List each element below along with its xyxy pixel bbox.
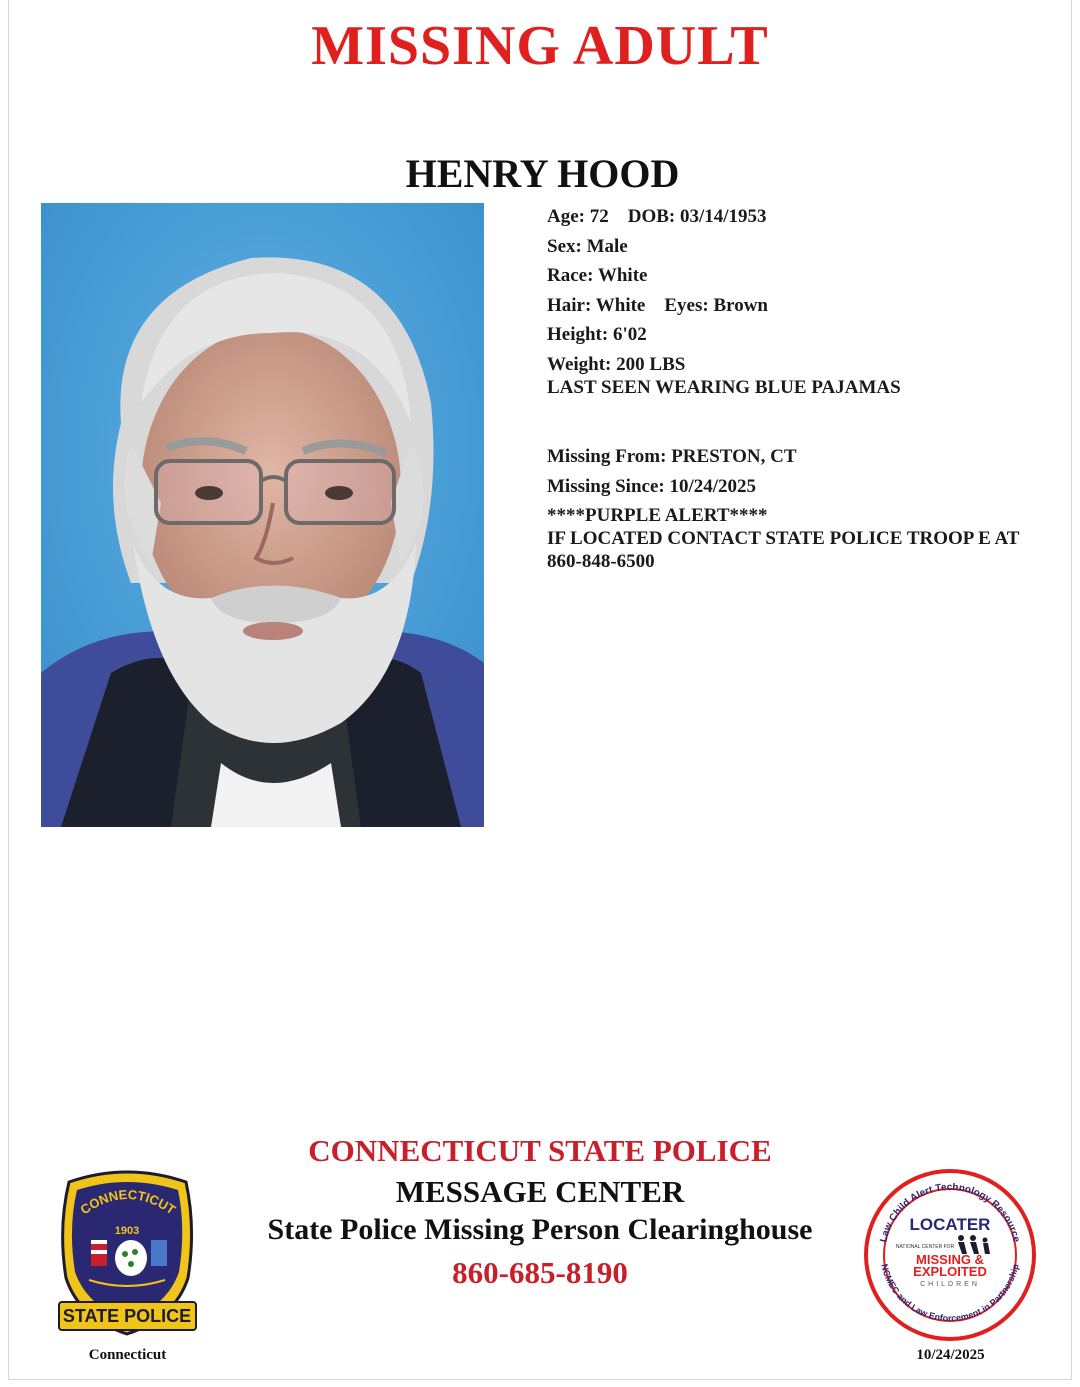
person-details xyxy=(547,205,1047,573)
hair-label: Hair: xyxy=(547,294,592,316)
person-portrait-illustration xyxy=(41,203,484,827)
age-dob-line xyxy=(547,205,1047,235)
hair-value: White xyxy=(595,294,646,316)
badge-top-text: CONNECTICUT xyxy=(77,1186,179,1218)
missing-from-line xyxy=(547,445,1047,475)
missing-from-label: Missing From: xyxy=(547,446,667,467)
sex-label: Sex: xyxy=(547,235,582,257)
locater-ring-top: Law Child Alert Technology Resource xyxy=(878,1181,1022,1244)
missing-since-label: Missing Since: xyxy=(547,475,665,497)
locater-org-small: NATIONAL CENTER FOR xyxy=(895,1244,955,1250)
locater-org-line2: EXPLOITED xyxy=(913,1264,987,1279)
height-label: Height: xyxy=(547,324,609,345)
eyes-label: Eyes: xyxy=(664,294,709,316)
missing-since-line xyxy=(547,475,1047,505)
age-label: Age: xyxy=(547,206,585,227)
race-label: Race: xyxy=(547,265,594,286)
sex-line xyxy=(547,235,1047,265)
right-caption: 10/24/2025 xyxy=(916,1347,985,1363)
dob-label: DOB: xyxy=(627,206,676,227)
locater-title: LOCATER xyxy=(909,1215,991,1234)
details-spacer xyxy=(547,405,1047,445)
badge-banner: STATE POLICE xyxy=(62,1306,192,1326)
left-caption: Connecticut xyxy=(88,1347,167,1363)
sex-value: Male xyxy=(586,235,628,257)
weight-line xyxy=(547,353,1047,376)
agency-name: CONNECTICUT STATE POLICE xyxy=(308,1133,772,1168)
missing-since-value: 10/24/2025 xyxy=(669,475,757,497)
contact-line: IF LOCATED CONTACT STATE POLICE TROOP E AT 860-848-6500 xyxy=(547,528,1020,572)
height-line xyxy=(547,323,1047,353)
race-line xyxy=(547,264,1047,294)
clothing-line: LAST SEEN WEARING BLUE PAJAMAS xyxy=(547,376,901,398)
person-name: HENRY HOOD xyxy=(405,151,680,196)
state-police-badge xyxy=(55,1168,200,1338)
locater-org-line3: CHILDREN xyxy=(920,1281,980,1288)
dob-value: 03/14/1953 xyxy=(679,206,767,227)
locater-org-line1: MISSING & xyxy=(916,1252,984,1267)
age-value: 72 xyxy=(589,206,609,227)
weight-value: 200 LBS xyxy=(616,353,686,375)
clearinghouse-name: State Police Missing Person Clearinghouse xyxy=(267,1213,813,1246)
alert-line: ****PURPLE ALERT**** xyxy=(547,505,768,526)
missing-from-value: PRESTON, CT xyxy=(671,446,797,467)
locater-logo xyxy=(863,1168,1038,1343)
race-value: White xyxy=(597,265,648,286)
clearinghouse-phone: 860-685-8190 xyxy=(452,1255,628,1290)
message-center: MESSAGE CENTER xyxy=(395,1174,685,1209)
eyes-value: Brown xyxy=(713,294,768,316)
locater-ring-bottom: NCMEC and Law Enforcement in Partnership xyxy=(879,1262,1021,1324)
height-value: 6'02 xyxy=(612,324,647,345)
hair-eyes-line xyxy=(547,294,1047,324)
person-photo xyxy=(41,203,484,827)
badge-year: 1903 xyxy=(114,1225,140,1237)
weight-label: Weight: xyxy=(547,353,612,375)
poster-headline: MISSING ADULT xyxy=(311,15,769,77)
